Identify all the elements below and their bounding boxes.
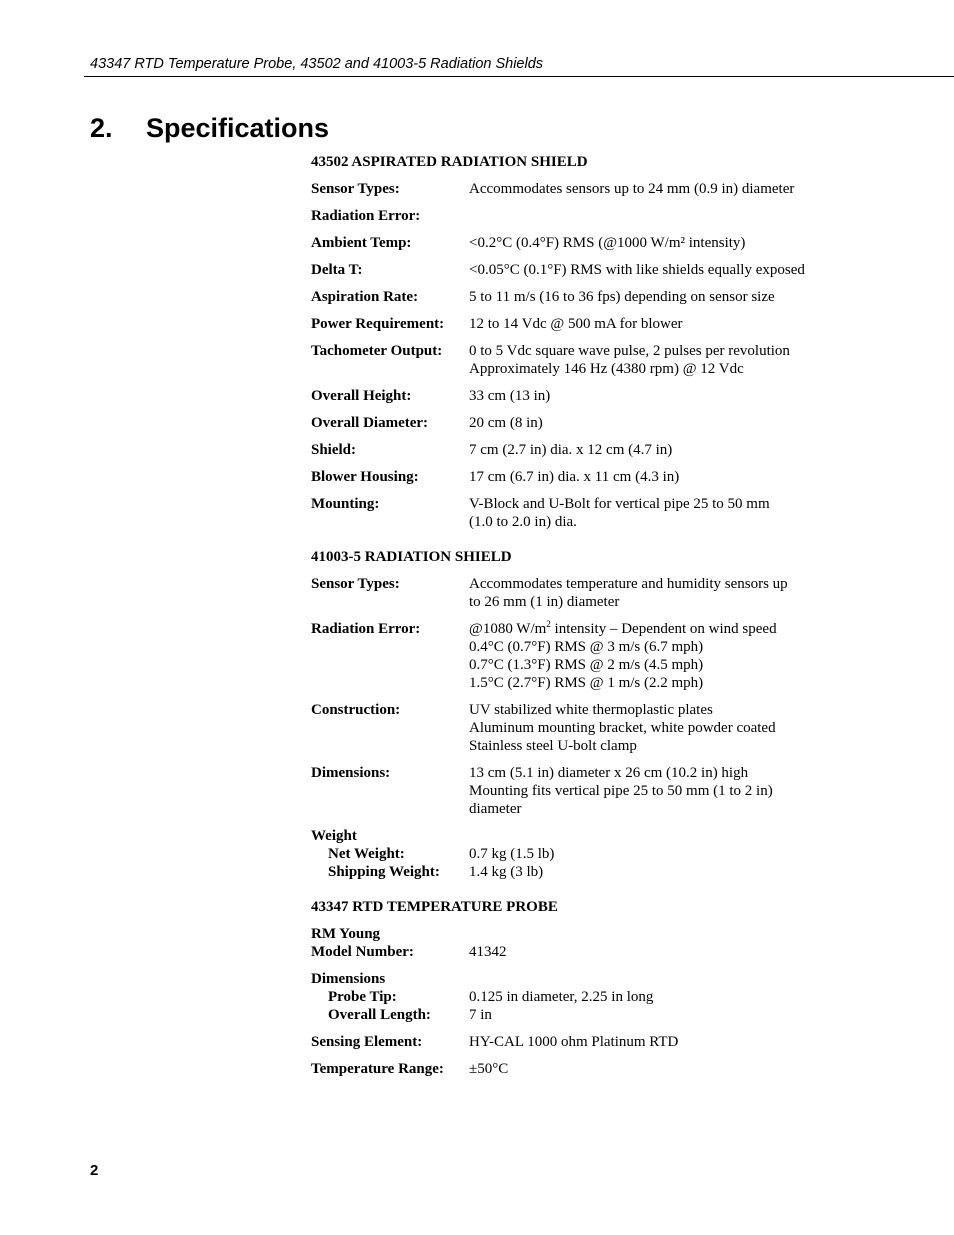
spec-label: Aspiration Rate:: [311, 289, 419, 305]
spec-row-net-weight: [311, 845, 871, 863]
section-heading: [90, 111, 329, 145]
spec-row-dimensions: [311, 764, 871, 818]
probe-43347-heading: 43347 RTD TEMPERATURE PROBE: [311, 899, 558, 915]
spec-label: Model Number:: [311, 944, 414, 960]
spec-value-line: diameter: [469, 801, 522, 817]
section-gap: [311, 890, 871, 898]
spec-label: Blower Housing:: [311, 469, 419, 485]
spec-row: [311, 207, 871, 225]
group-title: RM Young: [311, 926, 381, 942]
spec-value-line: 33 cm (13 in): [469, 388, 551, 404]
spec-row-shipping-weight: [311, 863, 871, 881]
spec-value-line: to 26 mm (1 in) diameter: [469, 594, 620, 610]
spec-value: [469, 575, 814, 611]
spec-label: Sensing Element:: [311, 1034, 423, 1050]
spec-value-line: Accommodates temperature and humidity sensors up: [469, 576, 788, 592]
spec-label: Mounting:: [311, 496, 380, 512]
spec-label: Sensor Types:: [311, 576, 400, 592]
spec-label: Radiation Error:: [311, 208, 421, 224]
shield-41003-heading: 41003-5 RADIATION SHIELD: [311, 549, 512, 565]
spec-value: 7 in: [469, 1007, 492, 1023]
spec-row-model-number: [311, 943, 871, 961]
probe-dimensions-group: [311, 970, 871, 1024]
spec-value-line: <0.05°C (0.1°F) RMS with like shields equally exposed: [469, 262, 805, 278]
weight-group: [311, 827, 871, 881]
spec-value-line: Accommodates sensors up to 24 mm (0.9 in) diameter: [469, 181, 795, 197]
spec-value: HY-CAL 1000 ohm Platinum RTD: [469, 1034, 679, 1050]
spec-value-line: 0 to 5 Vdc square wave pulse, 2 pulses per revolution: [469, 343, 790, 359]
spec-value-line: 12 to 14 Vdc @ 500 mA for blower: [469, 316, 683, 332]
group-title: Dimensions: [311, 971, 386, 987]
spec-value: [469, 315, 814, 333]
section-title: Specifications: [146, 113, 330, 143]
spec-value: [469, 342, 814, 378]
spec-row: [311, 288, 871, 306]
spec-value: [469, 414, 814, 432]
spec-row: [311, 315, 871, 333]
spec-value-line: V-Block and U-Bolt for vertical pipe 25 to 50 mm: [469, 496, 770, 512]
spec-row-construction: [311, 701, 871, 755]
spec-value-line: 20 cm (8 in): [469, 415, 543, 431]
spec-row: [311, 414, 871, 432]
spec-label: Overall Height:: [311, 388, 412, 404]
spec-label: Net Weight:: [328, 846, 405, 862]
spec-label: Tachometer Output:: [311, 343, 443, 359]
spec-value: [469, 764, 814, 818]
spec-value: [469, 620, 814, 692]
spec-value: 0.125 in diameter, 2.25 in long: [469, 989, 654, 1005]
shield-43502-spec-list: [311, 180, 871, 531]
spec-value-line: (1.0 to 2.0 in) dia.: [469, 514, 577, 530]
spec-value: 41342: [469, 944, 507, 960]
spec-value: 0.7 kg (1.5 lb): [469, 846, 555, 862]
spec-row-probe-tip: [311, 988, 871, 1006]
spec-row-overall-length: [311, 1006, 871, 1024]
spec-row: [311, 495, 871, 531]
rm-young-group: [311, 925, 871, 961]
spec-label: Shipping Weight:: [328, 864, 440, 880]
spec-value-line: [469, 620, 814, 638]
spec-value: [469, 234, 814, 252]
spec-value: ±50°C: [469, 1061, 509, 1077]
running-header: 43347 RTD Temperature Probe, 43502 and 41003-5 Radiation Shields: [90, 56, 544, 72]
spec-label: Radiation Error:: [311, 621, 421, 637]
spec-label: Shield:: [311, 442, 357, 458]
spec-label: Overall Length:: [328, 1007, 431, 1023]
spec-value-line: <0.2°C (0.4°F) RMS (@1000 W/m² intensity): [469, 235, 746, 251]
spec-label: Probe Tip:: [328, 989, 397, 1005]
section-number: 2.: [90, 113, 113, 143]
spec-value-line: 0.4°C (0.7°F) RMS @ 3 m/s (6.7 mph): [469, 639, 704, 655]
spec-value: [469, 288, 814, 306]
spec-label: Delta T:: [311, 262, 363, 278]
spec-label: Construction:: [311, 702, 401, 718]
spec-value-line: Mounting fits vertical pipe 25 to 50 mm (1 to 2 in): [469, 783, 773, 799]
spec-value-line: 13 cm (5.1 in) diameter x 26 cm (10.2 in) high: [469, 765, 749, 781]
spec-row-sensing-element: [311, 1033, 871, 1051]
spec-value-line: UV stabilized white thermoplastic plates: [469, 702, 713, 718]
section-gap: [311, 540, 871, 548]
spec-row: [311, 441, 871, 459]
spec-row: [311, 387, 871, 405]
intensity-suffix: intensity – Dependent on wind speed: [550, 621, 777, 637]
spec-value: [469, 701, 814, 755]
spec-value-line: Stainless steel U-bolt clamp: [469, 738, 637, 754]
spec-row-sensor-types: [311, 575, 871, 611]
spec-value: [469, 495, 814, 531]
group-title: Weight: [311, 828, 357, 844]
spec-content: [311, 153, 871, 1087]
intensity-prefix: @1080 W/m: [469, 621, 547, 637]
spec-value-line: 5 to 11 m/s (16 to 36 fps) depending on sensor size: [469, 289, 775, 305]
spec-row-radiation-error: [311, 620, 871, 692]
spec-value: [469, 468, 814, 486]
spec-label: Overall Diameter:: [311, 415, 429, 431]
spec-row: [311, 234, 871, 252]
spec-row: [311, 261, 871, 279]
spec-label: Ambient Temp:: [311, 235, 412, 251]
spec-value-line: 0.7°C (1.3°F) RMS @ 2 m/s (4.5 mph): [469, 657, 704, 673]
spec-label: Power Requirement:: [311, 316, 445, 332]
spec-value: [469, 387, 814, 405]
spec-value: [469, 261, 814, 279]
header-rule: [84, 76, 954, 77]
spec-row: [311, 180, 871, 198]
spec-value-line: 17 cm (6.7 in) dia. x 11 cm (4.3 in): [469, 469, 680, 485]
spec-label: Sensor Types:: [311, 181, 400, 197]
spec-value: 1.4 kg (3 lb): [469, 864, 544, 880]
spec-label: Dimensions:: [311, 765, 391, 781]
spec-row: [311, 342, 871, 378]
spec-value: [469, 441, 814, 459]
spec-row-temperature-range: [311, 1060, 871, 1078]
page-number: 2: [90, 1162, 99, 1179]
superscript: 2: [546, 619, 551, 629]
spec-value: [469, 207, 814, 225]
spec-value: [469, 180, 814, 198]
spec-value-line: Approximately 146 Hz (4380 rpm) @ 12 Vdc: [469, 361, 744, 377]
spec-value-line: 1.5°C (2.7°F) RMS @ 1 m/s (2.2 mph): [469, 675, 704, 691]
shield-43502-heading: 43502 ASPIRATED RADIATION SHIELD: [311, 154, 588, 170]
spec-value-line: 7 cm (2.7 in) dia. x 12 cm (4.7 in): [469, 442, 673, 458]
spec-row: [311, 468, 871, 486]
spec-label: Temperature Range:: [311, 1061, 444, 1077]
spec-value-line: Aluminum mounting bracket, white powder coated: [469, 720, 776, 736]
